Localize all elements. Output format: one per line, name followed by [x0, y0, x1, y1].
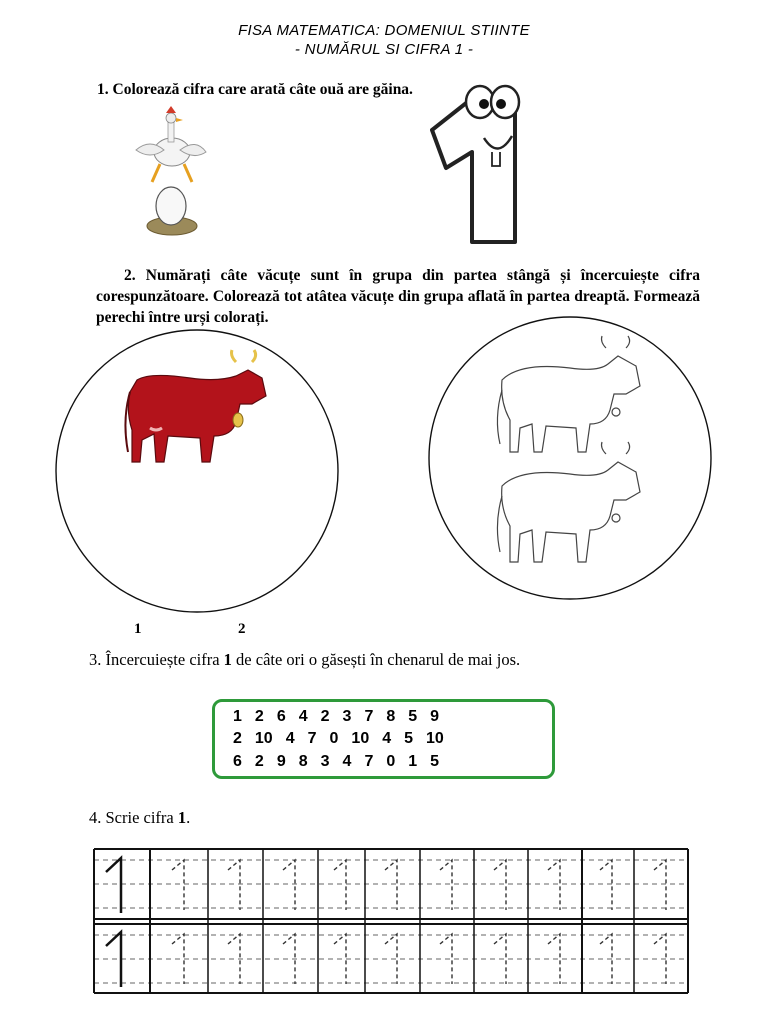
digit-cell[interactable]: 5 [408, 708, 418, 725]
digit-cell[interactable]: 2 [254, 753, 264, 770]
digit-cell[interactable]: 4 [298, 708, 308, 725]
right-cow-group-circle [429, 317, 711, 599]
answer-choice-1[interactable]: 1 [134, 621, 142, 637]
digit-cell[interactable]: 8 [386, 708, 396, 725]
exercise-2-instruction: 2. Numărați câte văcuțe sunt în grupa din partea stângă și încercuiește cifra corespunzătoare. Colorează tot atâtea văcuțe din grupa aflată în partea dreaptă. Formează perechi între urși colorați. [96, 267, 700, 326]
digit-cell[interactable]: 5 [430, 753, 440, 770]
exercise-1-instruction: 1. Colorează cifra care arată câte ouă are găina. [97, 81, 413, 98]
digit-cell[interactable]: 0 [386, 753, 396, 770]
hen-illustration [136, 106, 206, 235]
digit-cell[interactable]: 4 [342, 753, 352, 770]
digit-cell[interactable]: 2 [254, 708, 264, 725]
digit-cell[interactable]: 2 [233, 730, 242, 747]
worksheet-title: FISA MATEMATICA: DOMENIUL STIINTE [238, 22, 530, 39]
digit-cell[interactable]: 2 [320, 708, 330, 725]
digit-cell[interactable]: 4 [382, 730, 392, 747]
answer-choice-2[interactable]: 2 [238, 621, 246, 637]
digit-cell[interactable]: 5 [404, 730, 414, 747]
digit-cell[interactable]: 10 [426, 730, 444, 747]
left-cow-group-circle [56, 330, 338, 612]
number-one-character-illustration [432, 86, 519, 242]
digit-cell[interactable]: 7 [307, 730, 317, 747]
worksheet-subtitle: - NUMĂRUL SI CIFRA 1 - [294, 41, 474, 58]
digit-cell[interactable]: 3 [320, 753, 330, 770]
digit-cell[interactable]: 7 [364, 753, 374, 770]
digit-cell[interactable]: 8 [298, 753, 308, 770]
digit-cell[interactable]: 3 [342, 708, 352, 725]
digit-cell[interactable]: 10 [351, 730, 370, 747]
digit-cell[interactable]: 10 [254, 730, 273, 747]
digit-cell[interactable]: 9 [430, 708, 440, 725]
digit-cell[interactable]: 6 [276, 708, 286, 725]
digit-cell[interactable]: 1 [233, 708, 242, 725]
digit-cell[interactable]: 7 [364, 708, 374, 725]
writing-practice-grid [94, 849, 688, 993]
digit-cell[interactable]: 9 [276, 753, 286, 770]
digit-cell[interactable]: 4 [285, 730, 295, 747]
digit-cell[interactable]: 0 [329, 730, 339, 747]
model-digit-one [106, 858, 121, 913]
digit-cell[interactable]: 1 [408, 753, 418, 770]
exercise-3-instruction: 3. Încercuiește cifra 1 de câte ori o găsești în chenarul de mai jos. [89, 650, 521, 669]
exercise-4-instruction: 4. Scrie cifra 1. [89, 808, 191, 827]
digit-cell[interactable]: 6 [233, 753, 242, 770]
